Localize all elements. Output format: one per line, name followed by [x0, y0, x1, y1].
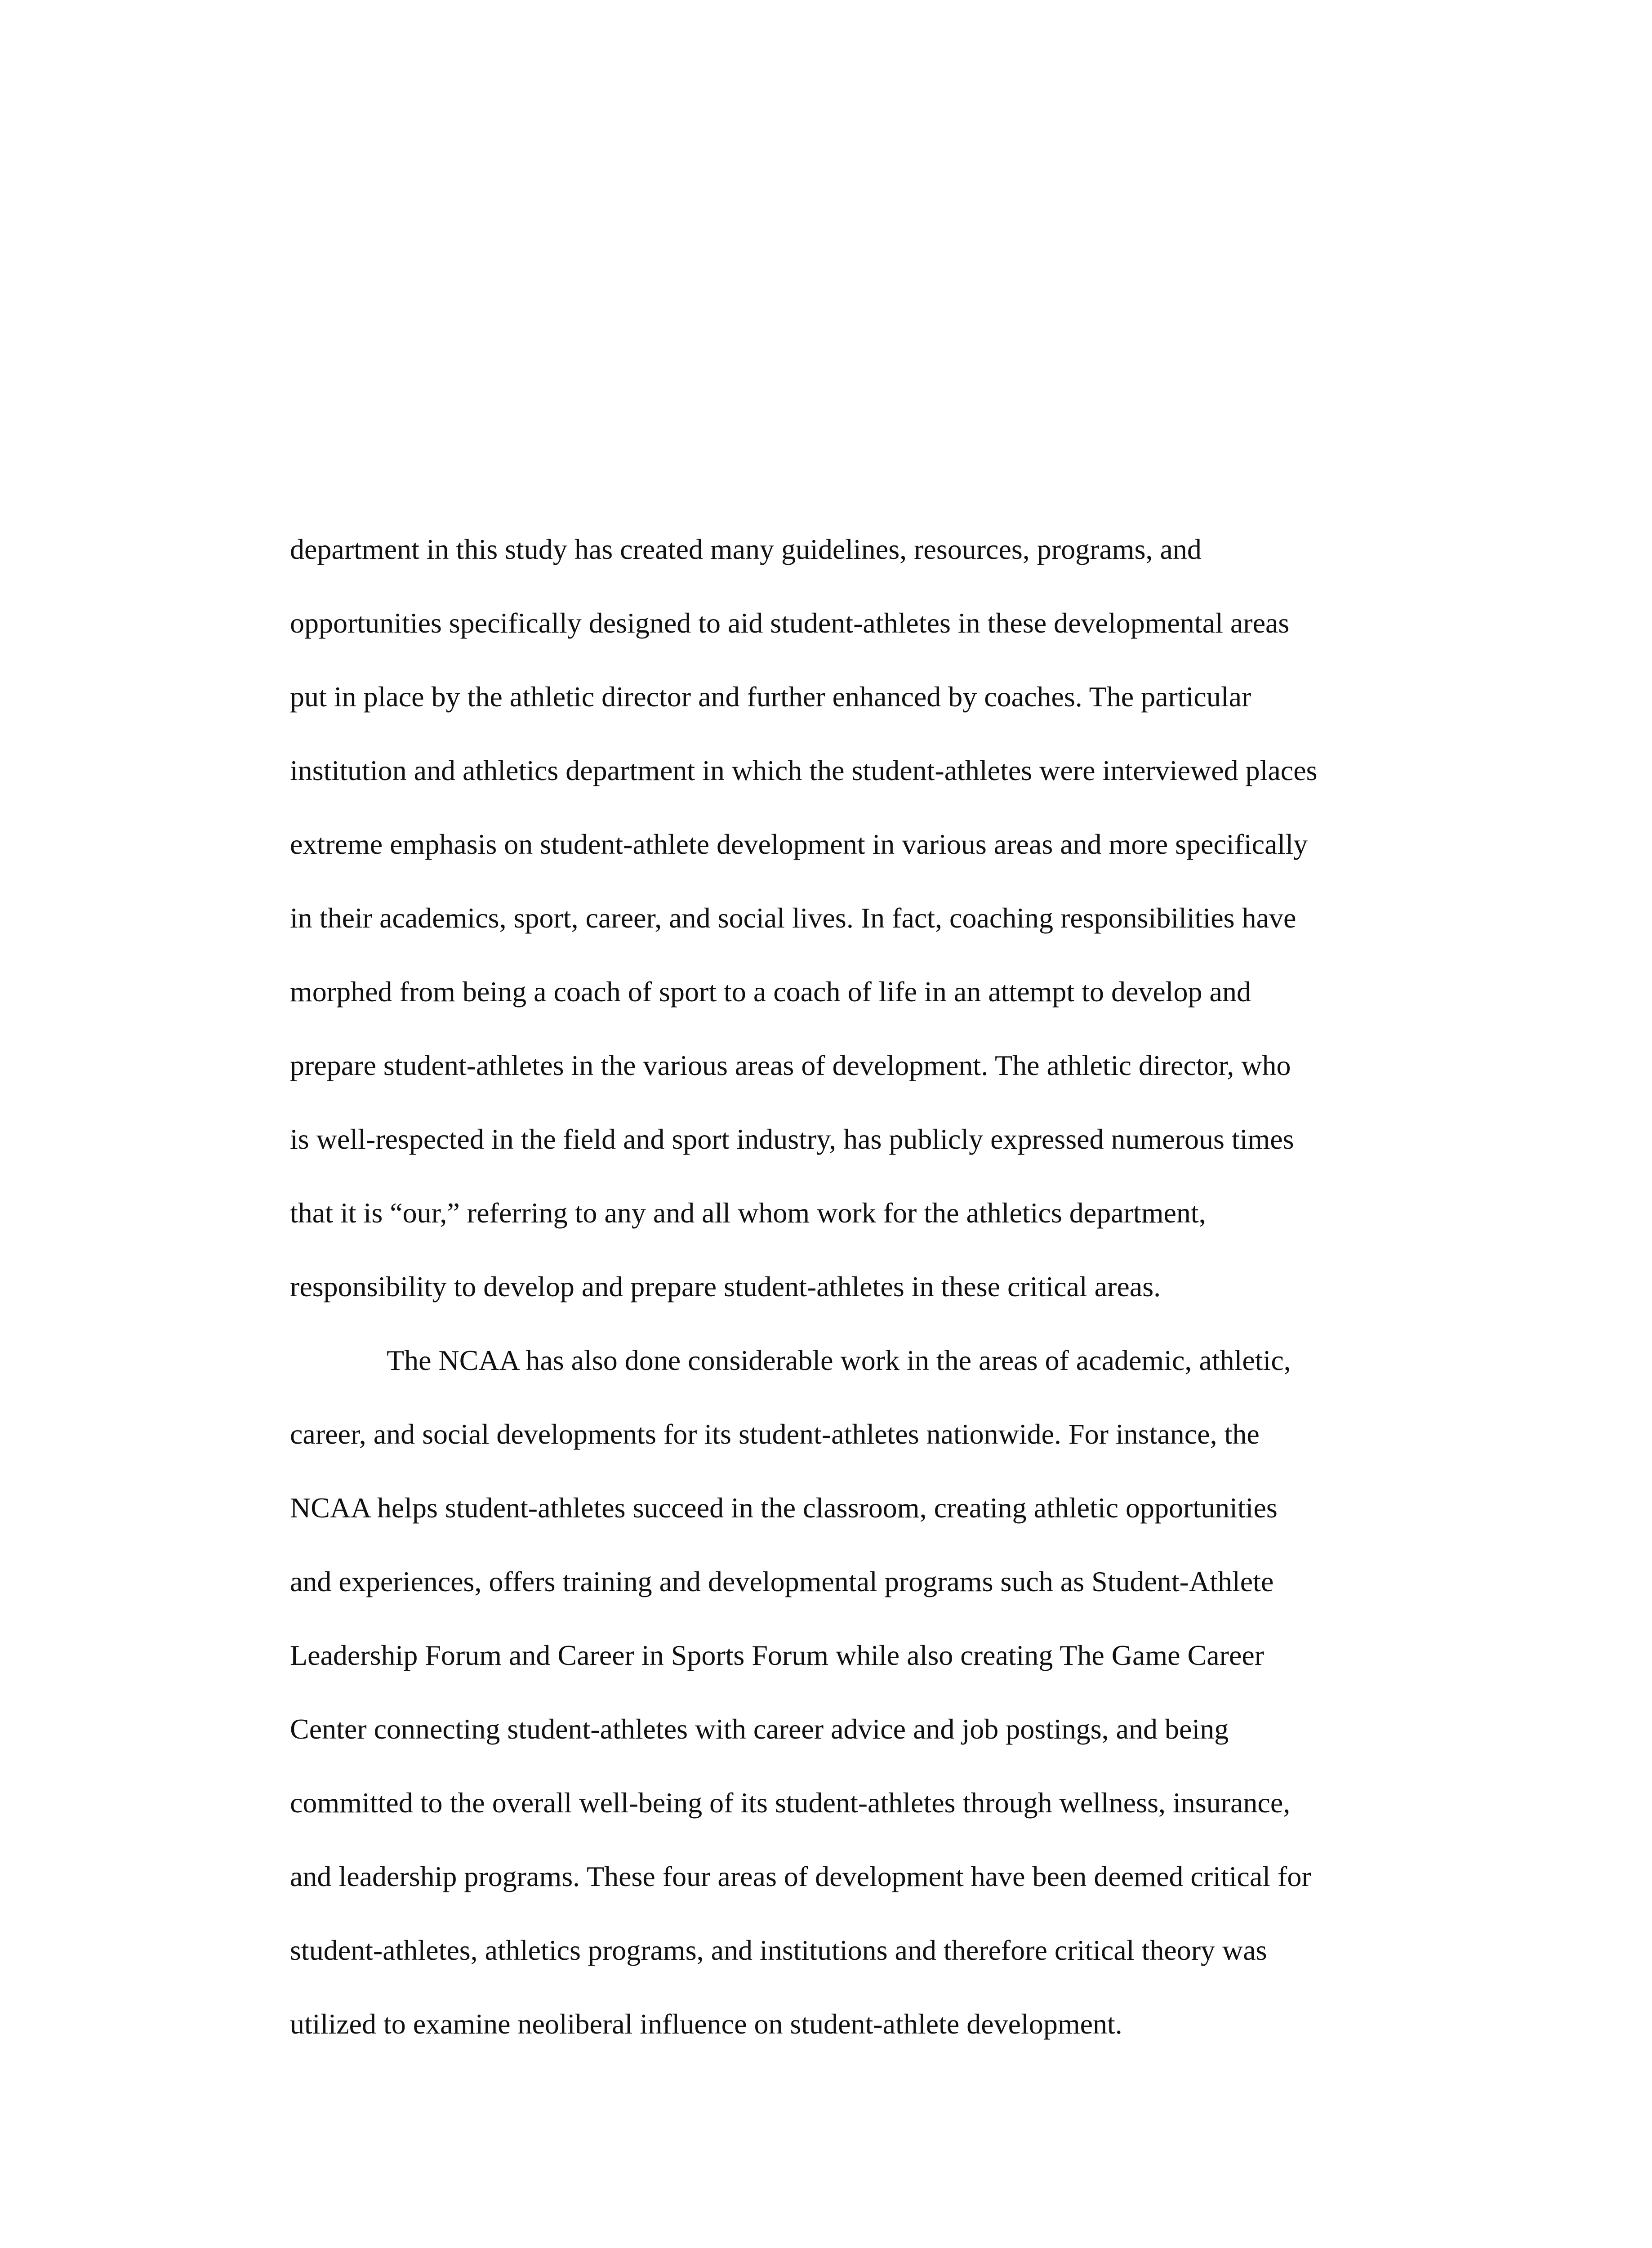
- text-line: department in this study has created many guidelines, resources, programs, and: [290, 533, 1202, 565]
- text-line: put in place by the athletic director and further enhanced by coaches. The particular: [290, 681, 1251, 713]
- text-line: morphed from being a coach of sport to a coach of life in an attempt to develop and: [290, 976, 1251, 1008]
- text-line: extreme emphasis on student-athlete development in various areas and more specifically: [290, 828, 1308, 860]
- paragraph-2: [290, 1324, 1441, 2061]
- text-line: and leadership programs. These four areas of development have been deemed critical for: [290, 1860, 1311, 1892]
- text-line: utilized to examine neoliberal influence on student-athlete development.: [290, 2008, 1122, 2040]
- text-line: prepare student-athletes in the various areas of development. The athletic director, who: [290, 1049, 1291, 1081]
- text-line: committed to the overall well-being of its student-athletes through wellness, insurance,: [290, 1787, 1291, 1819]
- text-line: is well-respected in the field and sport industry, has publicly expressed numerous times: [290, 1123, 1294, 1155]
- text-line: NCAA helps student-athletes succeed in the classroom, creating athletic opportunities: [290, 1492, 1278, 1524]
- text-line: in their academics, sport, career, and social lives. In fact, coaching responsibilities have: [290, 902, 1296, 934]
- text-line: responsibility to develop and prepare student-athletes in these critical areas.: [290, 1271, 1161, 1302]
- text-line: The NCAA has also done considerable work in the areas of academic, athletic,: [387, 1344, 1291, 1376]
- text-line: student-athletes, athletics programs, and institutions and therefore critical theory was: [290, 1934, 1267, 1966]
- text-line: career, and social developments for its student-athletes nationwide. For instance, the: [290, 1418, 1260, 1450]
- text-line: institution and athletics department in which the student-athletes were interviewed places: [290, 754, 1318, 786]
- text-line: Center connecting student-athletes with career advice and job postings, and being: [290, 1713, 1229, 1745]
- body-text: [290, 513, 1441, 2061]
- text-line: Leadership Forum and Career in Sports Forum while also creating The Game Career: [290, 1639, 1265, 1671]
- text-line: and experiences, offers training and developmental programs such as Student-Athlete: [290, 1566, 1274, 1597]
- paragraph-1: [290, 513, 1441, 1324]
- text-line: that it is “our,” referring to any and all whom work for the athletics department,: [290, 1197, 1206, 1229]
- text-line: opportunities specifically designed to aid student-athletes in these developmental areas: [290, 607, 1290, 639]
